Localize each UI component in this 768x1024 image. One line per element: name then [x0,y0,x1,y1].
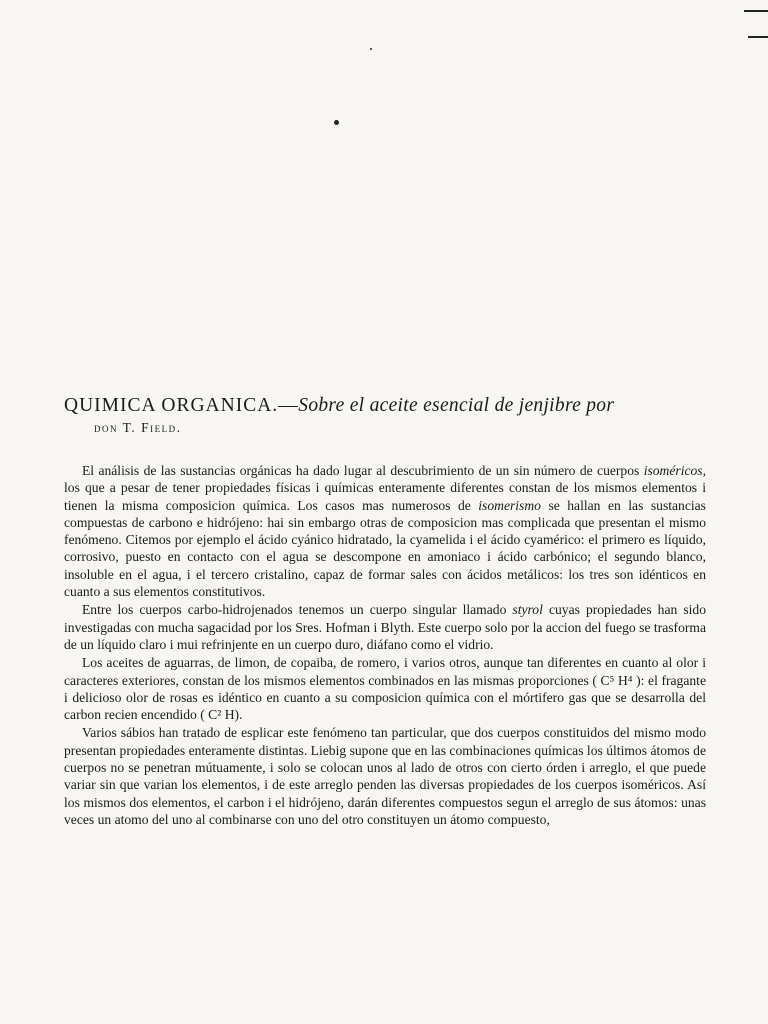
section-heading: QUIMICA ORGANICA. [64,395,279,416]
italic-term: styrol [512,602,543,618]
paragraph: Los aceites de aguarras, de limon, de copaiba, de romero, i varios otros, aunque tan diferentes en cuanto al olor i caracteres exteriores, constan de los mismos elementos combinados en las mismas proporciones ( C⁵ H⁴ ): el fragante i delicioso olor de rosas es idéntico en cuanto a su composicion química con el mórtifero gas que se desarrolla del carbon recien encendido ( C² H). [64,655,706,723]
paragraph: El análisis de las sustancias orgánicas ha dado lugar al descubrimiento de un sin número de cuerpos isoméricos, los que a pesar de tener propiedades físicas i químicas enteramente diferentes constan de los mismos elementos i tienen la misma composicion química. Los casos mas numerosos de isomerismo se hallan en las sustancias compuestas de carbono e hidrójeno: hai sin embargo otras de composicion mas complicada que presentan el mismo fenómeno. Citemos por ejemplo el ácido cyánico hidratado, la cyamelida i el ácido cyamérico: el primero es líquido, corrosivo, puesto en contacto con el agua se descompone en amoniaco i ácido carbónico; el segundo blanco, insoluble en el agua, i el tercero cristalino, capaz de formar sales con ácidos metálicos: los tres son idénticos en cuanto a sus elementos constitutivos. [64,463,706,600]
scan-edge-mark [744,10,768,12]
scan-edge-mark [748,36,768,38]
italic-term: isoméricos, [643,463,706,478]
title-dash: — [278,395,299,416]
italic-term: isomerismo [478,497,541,513]
author-byline: don T. Field. [94,420,182,435]
article [64,394,706,828]
article-body [64,462,706,828]
ink-speck [334,120,339,125]
article-title [64,394,706,418]
paragraph: Entre los cuerpos carbo-hidrojenados tenemos un cuerpo singular llamado styrol cuyas propiedades han sido investigadas con mucha sagacidad por los Sres. Hofman i Blyth. Este cuerpo solo por la accion del fuego se trasforma de un líquido claro i mui refrinjente en un cuerpo duro, diáfano como el vidrio. [64,602,707,652]
paragraph: Varios sábios han tratado de esplicar este fenómeno tan particular, que dos cuerpos constituidos del mismo modo presentan propiedades enteramente distintas. Liebig supone que en las combinaciones químicas los últimos átomos de cuerpos no se penetran mútuamente, i solo se colocan unos al lado de otros con cierto órden i arreglo, el que puede variar sin que varian los elementos, i de este arreglo penden las diversas propiedades de los cuerpos isoméricos. Así los mismos dos elementos, el carbon i el hidrójeno, darán diferentes compuestos segun el arreglo de sus átomos: unas veces un atomo del uno al combinarse con uno del otro constituyen un átomo compuesto, [64,725,706,827]
ink-speck [370,48,372,50]
article-subtitle: Sobre el aceite esencial de jenjibre por [298,395,615,416]
